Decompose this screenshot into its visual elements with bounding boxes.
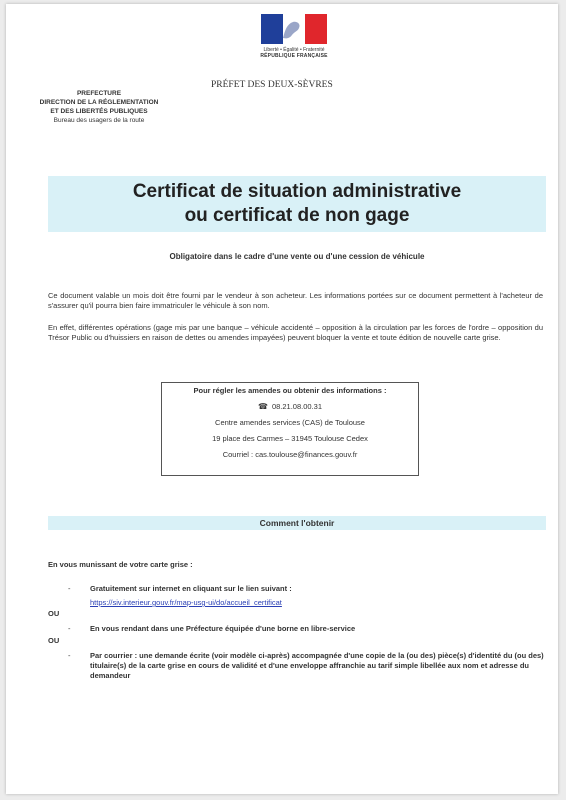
bullet-marker: - (68, 651, 71, 660)
info-box-title: Pour régler les amendes ou obtenir des informations : (193, 386, 387, 395)
center-address: 19 place des Carmes – 31945 Toulouse Cedex (212, 434, 368, 443)
paragraph-validity: Ce document valable un mois doit être fourni par le vendeur à son acheteur. Les informations portées sur ce document permettent à l'acheteur de s'assurer qu'il pourra bien faire immatriculer le véhicule à son nom. (48, 291, 543, 310)
direction-line2: ET DES LIBERTÉS PUBLIQUES (50, 108, 148, 115)
title-line1: Certificat de situation administrative (132, 181, 462, 202)
prefecture-block (24, 89, 174, 125)
republic-name: RÉPUBLIQUE FRANÇAISE (260, 53, 328, 59)
prefecture-label: PREFECTURE (76, 90, 122, 97)
certificate-link[interactable]: https://siv.interieur.gouv.fr/map-usg-ui/do/accueil_certificat (90, 598, 282, 607)
flag-emblem (261, 14, 327, 44)
republic-motto: Liberté • Égalité • Fraternité (263, 47, 325, 53)
phone-line (162, 402, 418, 411)
bullet-marker: - (68, 584, 71, 593)
howto-heading: Comment l'obtenir (48, 516, 546, 530)
paragraph-operations: En effet, différentes opérations (gage mis par une banque – véhicule accidenté – opposition à la circulation par les forces de l'ordre – opposition du Trésor Public ou d'huissiers en raison de dettes ou amendes impayées) peuvent bloquer la vente et toute édition de nouvelle carte grise. (48, 323, 543, 342)
marianne-logo (258, 14, 330, 59)
option-internet: Gratuitement sur internet en cliquant sur le lien suivant : (90, 584, 292, 593)
title-line2: ou certificat de non gage (184, 205, 410, 226)
or-separator: OU (48, 609, 60, 618)
document-page (6, 4, 558, 794)
bullet-marker: - (68, 624, 71, 633)
document-title (48, 176, 546, 232)
center-email: Courriel : cas.toulouse@finances.gouv.fr (222, 450, 358, 459)
howto-intro: En vous munissant de votre carte grise : (48, 560, 193, 569)
bureau-label: Bureau des usagers de la route (53, 117, 145, 124)
document-subtitle: Obligatoire dans le cadre d'une vente ou d'une cession de véhicule (169, 252, 425, 261)
option-prefecture: En vous rendant dans une Préfecture équipée d'une borne en libre-service (90, 624, 356, 633)
phone-number: 08.21.08.00.31 (271, 402, 322, 411)
info-box (161, 382, 419, 476)
phone-icon: ☎ (257, 402, 268, 411)
option-mail: Par courrier : une demande écrite (voir modèle ci-après) accompagnée d'une copie de la (ou des) pièce(s) d'identité du (ou des) titulaire(s) de la carte grise en cours de validité et d'une enveloppe affranchie au tarif simple libellée aux nom et adresse du demandeur (90, 651, 544, 680)
marianne-profile-icon (277, 16, 307, 42)
direction-line1: DIRECTION DE LA RÉGLEMENTATION (39, 99, 159, 106)
prefet-heading: PRÉFET DES DEUX-SÈVRES (211, 80, 333, 90)
center-name: Centre amendes services (CAS) de Toulouse (215, 418, 365, 427)
or-separator: OU (48, 636, 60, 645)
